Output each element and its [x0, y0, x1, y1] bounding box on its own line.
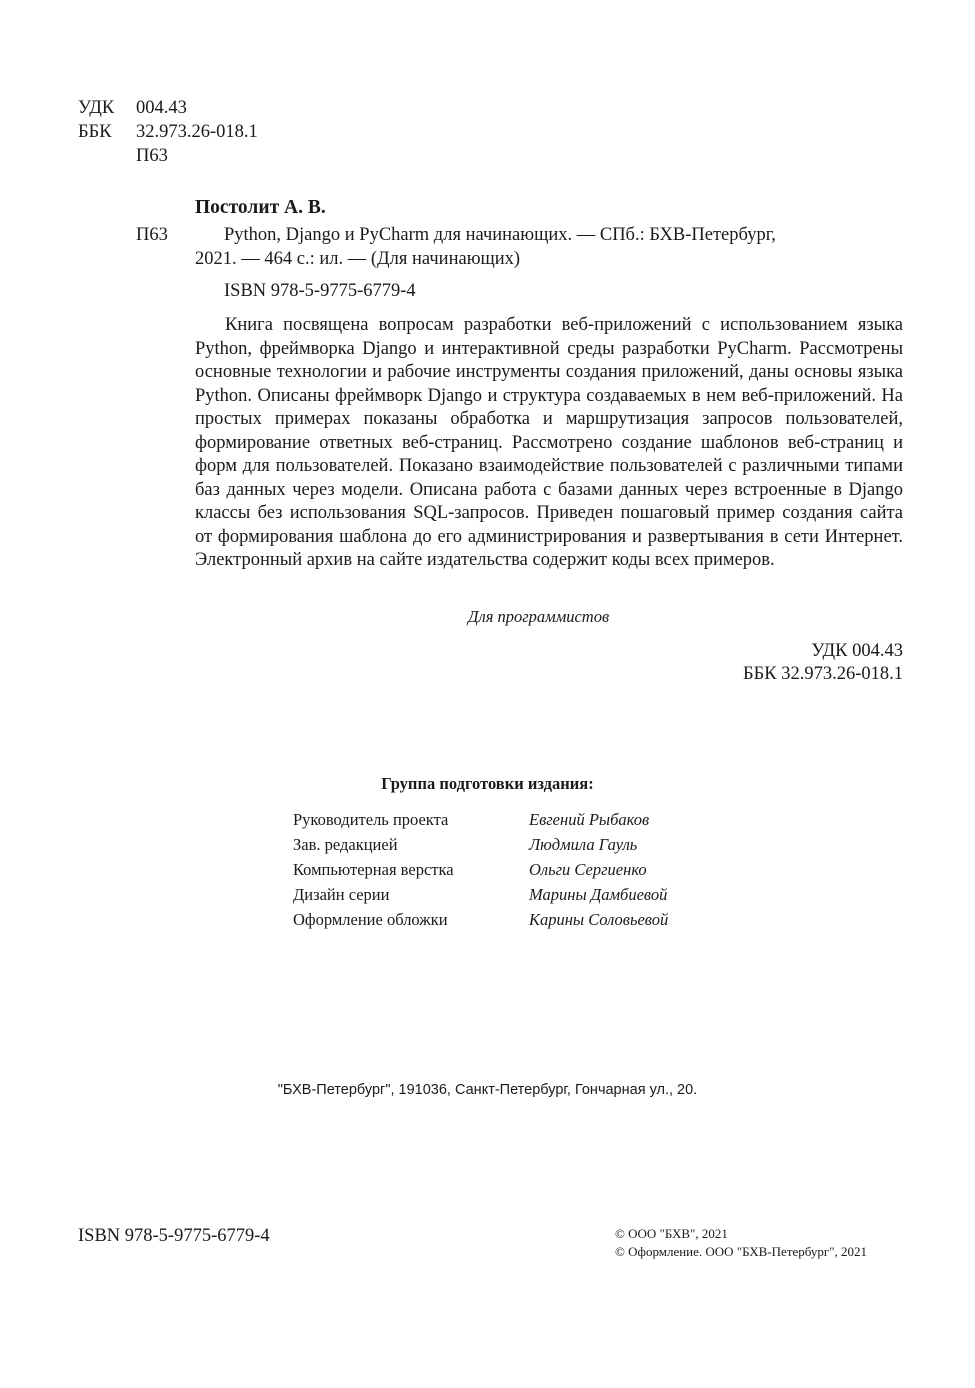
- staff-role: Зав. редакцией: [293, 835, 398, 854]
- bbk-label: ББК: [78, 122, 112, 142]
- book-isbn: ISBN 978-5-9775-6779-4: [224, 281, 416, 301]
- udk-right: УДК 004.43: [811, 641, 903, 661]
- staff-role: Оформление обложки: [293, 910, 448, 929]
- staff-role: Компьютерная верстка: [293, 860, 454, 879]
- book-author: Постолит А. В.: [195, 197, 326, 218]
- publisher-address: "БХВ-Петербург", 191036, Санкт-Петербург, Гончарная ул., 20.: [277, 1082, 698, 1098]
- staff-role: Дизайн серии: [293, 885, 390, 904]
- footer-isbn: ISBN 978-5-9775-6779-4: [78, 1226, 270, 1246]
- staff-name: Марины Дамбиевой: [529, 885, 668, 904]
- book-title-line2: 2021. — 464 с.: ил. — (Для начинающих): [195, 249, 521, 269]
- staff-heading: Группа подготовки издания:: [381, 774, 594, 793]
- staff-name: Людмила Гауль: [529, 835, 638, 854]
- book-author-mark: П63: [136, 225, 168, 245]
- author-mark: П63: [136, 146, 168, 166]
- book-description: Книга посвящена вопросам разработки веб-приложений с использованием языка Python, фреймворка Django и интерактивной среды разработки PyCharm. Рассмотрены основные технологии и рабочие инструменты создания приложений, даны основы языка Python. Описаны фреймворк Django и структура создаваемых в нем веб-приложений. На простых примерах показаны обработка и маршрутизация запросов пользователей, формирование ответных веб-страниц. Рассмотрено создание шаблонов веб-страниц и форм для пользователей. Показано взаимодействие пользователей с различными типами баз данных через модели. Описана работа с базами данных через встроенные в Django классы без использования SQL-запросов. Приведен пошаговый пример создания сайта от формирования шаблона до его администрирования и развертывания в сети Интернет. Электронный архив на сайте издательства содержит коды всех примеров.: [195, 315, 903, 570]
- staff-name: Евгений Рыбаков: [529, 810, 650, 829]
- udk-value: 004.43: [136, 98, 187, 118]
- udk-label: УДК: [78, 98, 115, 118]
- bbk-right: ББК 32.973.26-018.1: [743, 664, 903, 684]
- bbk-value: 32.973.26-018.1: [136, 122, 258, 142]
- book-title-line1: Python, Django и PyCharm для начинающих. — СПб.: БХВ-Петербург,: [224, 225, 776, 245]
- copyright-design: © Оформление. ООО "БХВ-Петербург", 2021: [615, 1244, 868, 1259]
- staff-name: Карины Соловьевой: [529, 910, 669, 929]
- copyright-bhv: © ООО "БХВ", 2021: [615, 1226, 728, 1241]
- staff-name: Ольги Сергиенко: [529, 860, 647, 879]
- book-audience: Для программистов: [468, 607, 610, 626]
- staff-role: Руководитель проекта: [293, 810, 449, 829]
